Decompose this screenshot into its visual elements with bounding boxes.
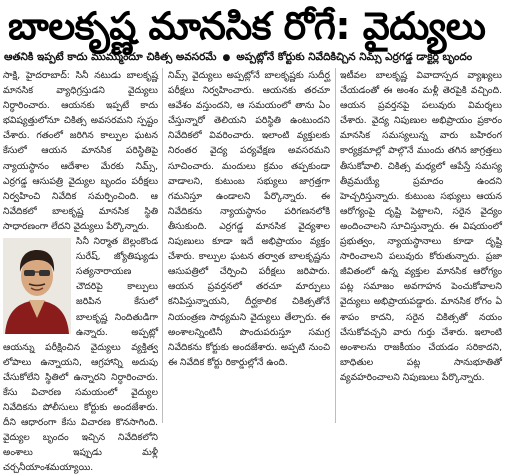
column-3-body: ఇటీవల బాలకృష్ణ వివాదాస్పద వ్యాఖ్యలు చేయడంతో ఈ అంశం మళ్లీ తెరపైకి వచ్చింది. ఆయన ప్రవర్తనపై పలువురు విమర్శలు చేశారు. వైద్య నిపుణుల అభిప్రాయం ప్రకారం మానసిక సమస్యలున్న వారు బహిరంగ కార్యక్రమాల్లో పాల్గొనే ముందు తగిన జాగ్రత్తలు తీసుకోవాలి. చికిత్స మధ్యలో ఆపేస్తే సమస్య తీవ్రమయ్యే ప్రమాదం ఉందని హెచ్చరిస్తున్నారు. కుటుంబ సభ్యులు ఆయన ఆరోగ్యంపై దృష్టి పెట్టాలని, సరైన వైద్యం అందించాలని సూచిస్తున్నారు. ఈ విషయంలో ప్రభుత్వం, న్యాయస్థానాలు కూడా దృష్టి సారించాలని పలువురు కోరుతున్నారు. ప్రజా జీవితంలో ఉన్న వ్యక్తుల మానసిక ఆరోగ్యం పట్ల సమాజం అవగాహన పెంచుకోవాలని వైద్యులు అభిప్రాయపడ్డారు. మానసిక రోగం ఏ శాపం కాదని, సరైన చికిత్సతో నయం చేసుకోవచ్చని వారు గుర్తు చేశారు. ఇలాంటి అంశాలను రాజకీయం చేయడం సరికాదని, బాధితుల పట్ల సానుభూతితో వ్యవహరించాలని నిపుణులు పేర్కొన్నారు. (340, 70, 502, 383)
column-divider (335, 68, 336, 423)
article-column-2 (168, 68, 330, 425)
bullet-icon: ● (222, 53, 231, 63)
person-photo-icon (3, 238, 71, 334)
subheadline-bar (4, 50, 502, 66)
column-1-body: సినీ నిర్మాత బెల్లంకొండ సురేష్, జ్యోతిష్యుడు సత్యనారాయణ చౌదరిపై కాల్పులు జరిపిన కేసులో బాలకృష్ణ నిందితుడిగా ఉన్నారు. అప్పట్లో ఆయన్ను పరీక్షించిన వైద్యులు వ్యక్తిత్వ లోపాలు ఉన్నాయని, ఆగ్రహాన్ని అదుపు చేసుకోలేని స్థితిలో ఉన్నారని నిర్ధారించారు. కేసు విచారణ సమయంలో వైద్యుల నివేదికను పోలీసులు కోర్టుకు అందజేశారు. దీని ఆధారంగా కేసు విచారణ కొనసాగింది. వైద్యుల బృందం ఇచ్చిన నివేదికలోని అంశాలు ఇప్పుడు మళ్లీ చర్చనీయాంశమయ్యాయి. (3, 236, 158, 474)
article-column-1 (3, 68, 158, 474)
subheadline-left: ఆతనికి ఇప్పటే కాదు ముమ్ముందూ చికిత్స అవసరమే (4, 50, 217, 63)
article-column-3 (340, 68, 502, 425)
column-divider (162, 68, 163, 423)
column-1-intro: సాక్షి, హైదరాబాద్: సినీ నటుడు బాలకృష్ణ మానసిక వ్యాధిగ్రస్తుడని వైద్యులు నిర్ధారించారు. ఆయనకు ఇప్పటే కాదు భవిష్యత్తులోనూ చికిత్స అవసరమని స్పష్టం చేశారు. గతంలో జరిగిన కాల్పుల ఘటన కేసులో ఆయన మానసిక పరిస్థితిపై న్యాయస్థానం ఆదేశాల మేరకు నిమ్స్, ఎర్రగడ్డ ఆసుపత్రి వైద్యుల బృందం పరీక్షలు నిర్వహించి నివేదిక సమర్పించింది. ఆ నివేదికలో బాలకృష్ణ మానసిక స్థితి సాధారణంగా లేదని వైద్యులు పేర్కొన్నారు. (3, 70, 158, 232)
column-2-body: నిమ్స్ వైద్యులు అప్పట్లోనే బాలకృష్ణకు సుదీర్ఘ పరీక్షలు నిర్వహించారు. ఆయనకు తరచూ ఆవేశం వస్తుందని, ఆ సమయంలో తాను ఏం చేస్తున్నారో తెలియని పరిస్థితి ఉంటుందని నివేదికలో వివరించారు. ఇలాంటి వ్యక్తులకు నిరంతర వైద్య పర్యవేక్షణ అవసరమని సూచించారు. మందులు క్రమం తప్పకుండా వాడాలని, కుటుంబ సభ్యులు జాగ్రత్తగా గమనిస్తూ ఉండాలని పేర్కొన్నారు. ఈ నివేదికను న్యాయస్థానం పరిగణనలోకి తీసుకుంది. ఎర్రగడ్డ మానసిక వైద్యశాల నిపుణులు కూడా ఇదే అభిప్రాయం వ్యక్తం చేశారు. కాల్పుల ఘటన తర్వాత బాలకృష్ణను ఆసుపత్రిలో చేర్పించి పరీక్షలు జరిపారు. ఆయన ప్రవర్తనలో తరచూ మార్పులు కనిపిస్తున్నాయని, దీర్ఘకాలిక చికిత్సతోనే నియంత్రణ సాధ్యమని వైద్యులు తేల్చారు. ఈ అంశాలన్నింటినీ పొందుపరుస్తూ సమగ్ర నివేదికను కోర్టుకు అందజేశారు. అప్పటి నుంచి ఈ నివేదిక కోర్టు రికార్డుల్లోనే ఉంది. (168, 70, 330, 368)
headline: బాలకృష్ణ మానసిక రోగే: వైద్యులు (8, 4, 486, 48)
portrait-photo (3, 238, 71, 334)
subheadline-right: అప్పట్లోనే కోర్టుకు నివేదికిచ్చిన నిమ్స్ ఎర్రగడ్డ డాక్టర్ల బృందం (236, 50, 473, 63)
